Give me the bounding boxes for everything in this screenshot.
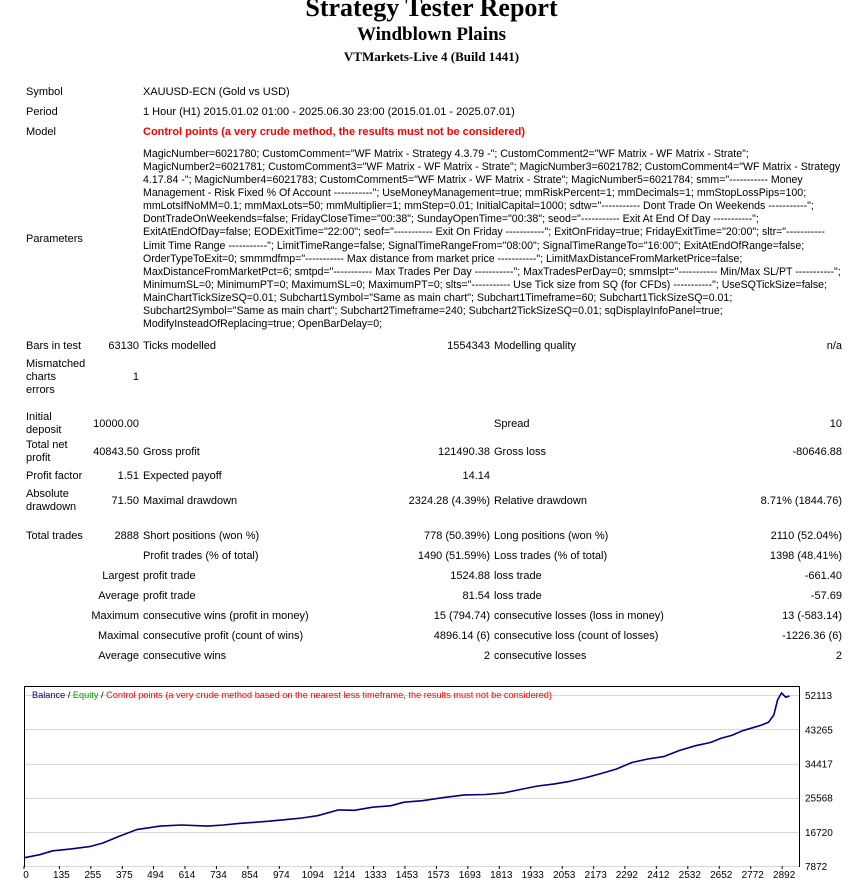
deposit-value: 10000.00	[93, 417, 139, 430]
profit-factor-value: 1.51	[117, 469, 139, 482]
x-tick-label: 2892	[773, 870, 796, 881]
row-profit-factor	[24, 466, 844, 486]
plot-frame	[25, 687, 800, 867]
mismatch-value: 1	[132, 370, 139, 383]
server-name: VTMarkets-Live 4 (Build 1441)	[343, 49, 520, 64]
loss-trades-label: Loss trades (% of total)	[494, 549, 608, 562]
row-average	[24, 586, 844, 606]
balance-chart	[24, 686, 860, 886]
x-tick-label: 974	[273, 870, 290, 881]
ticks-label: Ticks modelled	[143, 339, 216, 352]
average-loss-value: -57.69	[810, 589, 842, 602]
short-positions-label: Short positions (won %)	[143, 529, 260, 542]
maximal-consecutive-loss-label: consecutive loss (count of losses)	[494, 629, 659, 642]
x-tick-label: 0	[23, 870, 29, 881]
legend-entry: Equity	[72, 690, 99, 700]
largest-profit-value: 1524.88	[450, 569, 490, 582]
gross-profit-label: Gross profit	[143, 445, 200, 458]
row-maximum	[24, 606, 844, 626]
gross-profit-value: 121490.38	[438, 445, 490, 458]
max-consecutive-wins-label: consecutive wins (profit in money)	[143, 609, 309, 622]
largest-profit-label: profit trade	[143, 569, 196, 582]
largest-loss-value: -661.40	[804, 569, 842, 582]
total-trades-value: 2888	[114, 529, 139, 542]
strategy-name: Windblown Plains	[356, 24, 507, 45]
row-parameters	[24, 142, 844, 336]
quality-label: Modelling quality	[494, 339, 576, 352]
x-tick-label: 375	[115, 870, 133, 881]
x-tick-label: 734	[210, 870, 227, 881]
maximal-drawdown-label: Maximal drawdown	[143, 494, 238, 507]
bars-label: Bars in test	[26, 339, 82, 352]
symbol-value: XAUUSD-ECN (Gold vs USD)	[143, 85, 290, 98]
profit-factor-label: Profit factor	[26, 469, 83, 482]
expected-payoff-value: 14.14	[462, 469, 490, 482]
spread-label: Spread	[494, 417, 530, 430]
report-table-container	[24, 82, 844, 666]
row-largest	[24, 566, 844, 586]
net-profit-label: Total net profit	[26, 439, 68, 464]
loss-trades-value: 1398 (48.41%)	[769, 549, 842, 562]
row-symbol	[24, 82, 844, 102]
x-tick-label: 2173	[584, 870, 607, 881]
maximum-label: Maximum	[91, 609, 139, 622]
gross-loss-value: -80646.88	[792, 445, 842, 458]
relative-drawdown-value: 8.71% (1844.76)	[760, 494, 842, 507]
maximal-consecutive-profit-value: 4896.14 (6)	[433, 629, 490, 642]
average-profit-label: profit trade	[143, 589, 196, 602]
x-tick-label: 1094	[301, 870, 324, 881]
x-tick-label: 614	[178, 870, 196, 881]
quality-value: n/a	[826, 339, 842, 352]
avg-consecutive-losses-value: 2	[835, 649, 842, 662]
row-total-trades	[24, 526, 844, 546]
chart-legend	[32, 690, 552, 700]
y-tick-label: 43265	[805, 725, 833, 737]
ticks-value: 1554343	[447, 339, 490, 352]
net-profit-value: 40843.50	[93, 445, 139, 458]
balance-chart-svg	[24, 686, 860, 886]
long-positions-value: 2110 (52.04%)	[770, 529, 842, 542]
parameters-value: MagicNumber=6021780; CustomComment="WF Matrix - Strategy 4.3.79 -"; CustomComment2="WF Matrix - WF Matrix - Strate"; MagicNumber2=6021781; CustomComment3="WF Matrix - WF Matrix - Strate"; MagicNumber3=6021782; CustomComment4="WF Matrix - Strategy 4.17.84 -"; MagicNumber4=6021783; CustomComment5="WF Matrix - WF Matrix - Strate"; MagicNumber5=6021784; smm="----------- Money Management - Risk Fixed % Of Account -----------"; UseMoneyManagement=true; mmRiskPercent=1; mmDecimals=1; mmStopLossPips=100; mmLotsIfNoMM=0.1; mmMaxLots=50; mmMultiplier=1; mmStep=0.01; InitialCapital=1000; sdtw="----------- Dont Trade On Weekends -----------"; DontTradeOnWeekends=false; FridayCloseTime="00:38"; SundayOpenTime="00:38"; seod="----------- Exit At End Of Day -----------"; ExitAtEndOfDay=false; EODExitTime="22:00"; seof="----------- Exit On Friday -----------"; ExitOnFriday=true; FridayExitTime="20:00"; sltr="----------- Limit Time Range -----------"; LimitTimeRange=false; SignalTimeRangeFrom="08:00"; SignalTimeRangeTo="16:00"; ExitAtEndOfRange=false; OrderTypeToExit=0; smmmdfmp="----------- Max distance from market price -----------"; LimitMaxDistanceFromMarketPrice=false; MaxDistanceFromMarketPct=6; smtpd="----------- Max Trades Per Day -----------"; MaxTradesPerDay=0; smmslpt="----------- Min/Max SL/PT -----------"; MinimumSL=0; MinimumPT=0; MaximumSL=0; MaximumPT=0; slts="----------- Use Tick size from SQ (for CFDs) -----------"; UseSQTickSize=false; MainChartTickSizeSQ=0.01; Subchart1Symbol="Same as main chart"; Subchart1Timeframe=60; Subchart1TickSizeSQ=0.01; Subchart2Symbol="Same as main chart"; Subchart2Timeframe=240; Subchart2TickSizeSQ=0.01; sqDisplayInfoPanel=true; ModifyInsteadOfReplacing=true; OpenBarDelay=0;	[143, 147, 841, 331]
x-tick-label: 494	[147, 870, 164, 881]
report-title: Strategy Tester Report	[305, 0, 558, 22]
x-tick-label: 2532	[678, 870, 701, 881]
model-value: Control points (a very crude method, the results must not be considered)	[143, 125, 525, 138]
x-tick-label: 2053	[553, 870, 576, 881]
maximal-label: Maximal	[98, 629, 139, 642]
profit-trades-label: Profit trades (% of total)	[143, 549, 259, 562]
row-bars	[24, 336, 844, 356]
average-loss-label: loss trade	[494, 589, 542, 602]
row-average-consecutive	[24, 646, 844, 666]
x-tick-label: 854	[241, 870, 259, 881]
short-positions-value: 778 (50.39%)	[423, 529, 490, 542]
absolute-drawdown-label: Absolute drawdown	[26, 488, 77, 513]
y-tick-label: 7872	[805, 862, 828, 873]
deposit-label: Initial deposit	[26, 411, 62, 436]
symbol-label: Symbol	[26, 85, 63, 98]
total-trades-label: Total trades	[26, 529, 83, 542]
x-tick-label: 2412	[647, 870, 670, 881]
relative-drawdown-label: Relative drawdown	[494, 494, 587, 507]
legend-entry: Control points (a very crude method based on the nearest less timeframe, the results must not be considered)	[106, 690, 552, 700]
avg-consecutive-wins-label: consecutive wins	[143, 649, 227, 662]
legend-entry: /	[65, 690, 73, 700]
mismatch-label: Mismatched charts errors	[26, 357, 86, 396]
average-profit-value: 81.54	[462, 589, 490, 602]
row-net-profit	[24, 438, 844, 466]
row-maximal	[24, 626, 844, 646]
legend-entry: /	[98, 690, 107, 700]
x-tick-label: 1333	[364, 870, 387, 881]
average-label: Average	[98, 589, 139, 602]
y-tick-label: 52113	[805, 691, 833, 703]
profit-trades-value: 1490 (51.59%)	[417, 549, 490, 562]
report-table	[24, 82, 844, 666]
x-tick-label: 1453	[395, 870, 419, 881]
model-label: Model	[26, 125, 56, 138]
maximal-drawdown-value: 2324.28 (4.39%)	[408, 494, 490, 507]
max-consecutive-wins-value: 15 (794.74)	[433, 609, 490, 622]
average-consecutive-label: Average	[98, 649, 139, 662]
largest-label: Largest	[102, 569, 139, 582]
x-tick-label: 255	[84, 870, 102, 881]
absolute-drawdown-value: 71.50	[111, 494, 139, 507]
x-tick-label: 2652	[710, 870, 733, 881]
row-period	[24, 102, 844, 122]
x-tick-label: 1693	[458, 870, 481, 881]
gross-loss-label: Gross loss	[494, 445, 546, 458]
x-tick-label: 1813	[490, 870, 513, 881]
spread-value: 10	[829, 417, 842, 430]
y-tick-label: 34417	[805, 759, 833, 771]
row-profit-loss-trades	[24, 546, 844, 566]
period-value: 1 Hour (H1) 2015.01.02 01:00 - 2025.06.30 23:00 (2015.01.01 - 2025.07.01)	[143, 105, 515, 118]
max-consecutive-losses-value: 13 (-583.14)	[782, 609, 842, 622]
parameters-label: Parameters	[26, 232, 83, 245]
avg-consecutive-losses-label: consecutive losses	[494, 649, 587, 662]
maximal-consecutive-loss-value: -1226.36 (6)	[782, 629, 842, 642]
row-deposit	[24, 410, 844, 438]
x-tick-label: 2292	[615, 870, 639, 881]
max-consecutive-losses-label: consecutive losses (loss in money)	[494, 609, 664, 622]
legend-entry: Balance	[32, 690, 66, 700]
maximal-consecutive-profit-label: consecutive profit (count of wins)	[143, 629, 304, 642]
long-positions-label: Long positions (won %)	[494, 529, 609, 542]
x-tick-label: 1214	[333, 870, 356, 881]
row-mismatch	[24, 356, 844, 398]
period-label: Period	[26, 105, 58, 118]
largest-loss-label: loss trade	[494, 569, 542, 582]
row-model	[24, 122, 844, 142]
y-tick-label: 25568	[805, 793, 833, 805]
expected-payoff-label: Expected payoff	[143, 469, 222, 482]
x-tick-label: 2772	[741, 870, 764, 881]
avg-consecutive-wins-value: 2	[483, 649, 490, 662]
x-tick-label: 135	[53, 870, 70, 881]
bars-value: 63130	[108, 339, 139, 352]
x-tick-label: 1933	[521, 870, 544, 881]
y-tick-label: 16720	[805, 827, 833, 839]
x-tick-label: 1573	[427, 870, 450, 881]
row-drawdown	[24, 486, 844, 516]
